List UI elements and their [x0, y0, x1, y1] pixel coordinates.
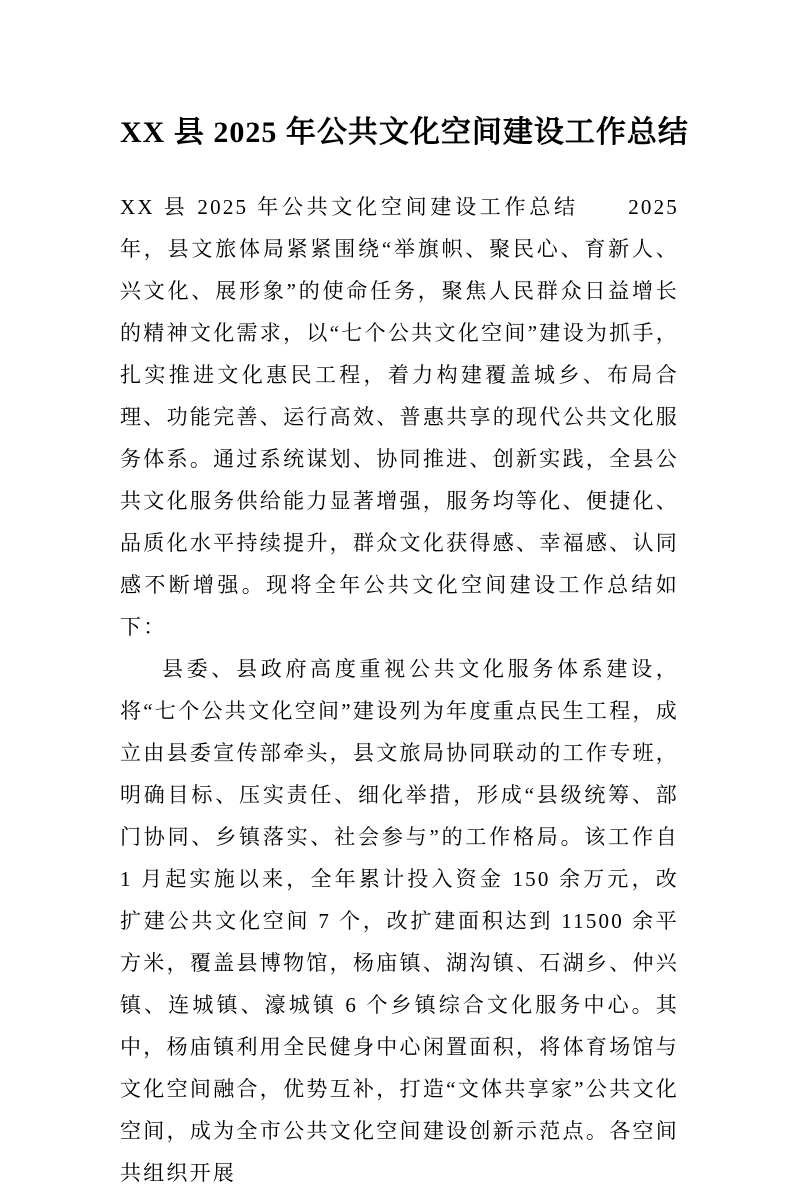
document-title: XX 县 2025 年公共文化空间建设工作总结: [120, 116, 689, 149]
paragraph-summary-intro: XX 县 2025 年公共文化空间建设工作总结 2025 年，县文旅体局紧紧围绕“举旗帜、聚民心、育新人、兴文化、展形象”的使命任务，聚焦人民群众日益增长的精神文化需求，以“七个公共文化空间”建设为抓手，扎实推进文化惠民工程，着力构建覆盖城乡、布局合理、功能完善、运行高效、普惠共享的现代公共文化服务体系。通过系统谋划、协同推进、创新实践，全县公共文化服务供给能力显著增强，服务均等化、便捷化、品质化水平持续提升，群众文化获得感、幸福感、认同感不断增强。现将全年公共文化空间建设工作总结如下：: [120, 195, 679, 639]
paragraph-work-details: 县委、县政府高度重视公共文化服务体系建设，将“七个公共文化空间”建设列为年度重点民生工程，成立由县委宣传部牵头，县文旅局协同联动的工作专班，明确目标、压实责任、细化举措，形成“县级统筹、部门协同、乡镇落实、社会参与”的工作格局。该工作自 1 月起实施以来，全年累计投入资金 150 余万元，改扩建公共文化空间 7 个，改扩建面积达到 11500 余平方米，覆盖县博物馆，杨庙镇、湖沟镇、石湖乡、仲兴镇、连城镇、濠城镇 6 个乡镇综合文化服务中心。其中，杨庙镇利用全民健身中心闲置面积，将体育场馆与文化空间融合，优势互补，打造“文体共享家”公共文化空间，成为全市公共文化空间建设创新示范点。各空间共组织开展: [120, 657, 679, 1185]
